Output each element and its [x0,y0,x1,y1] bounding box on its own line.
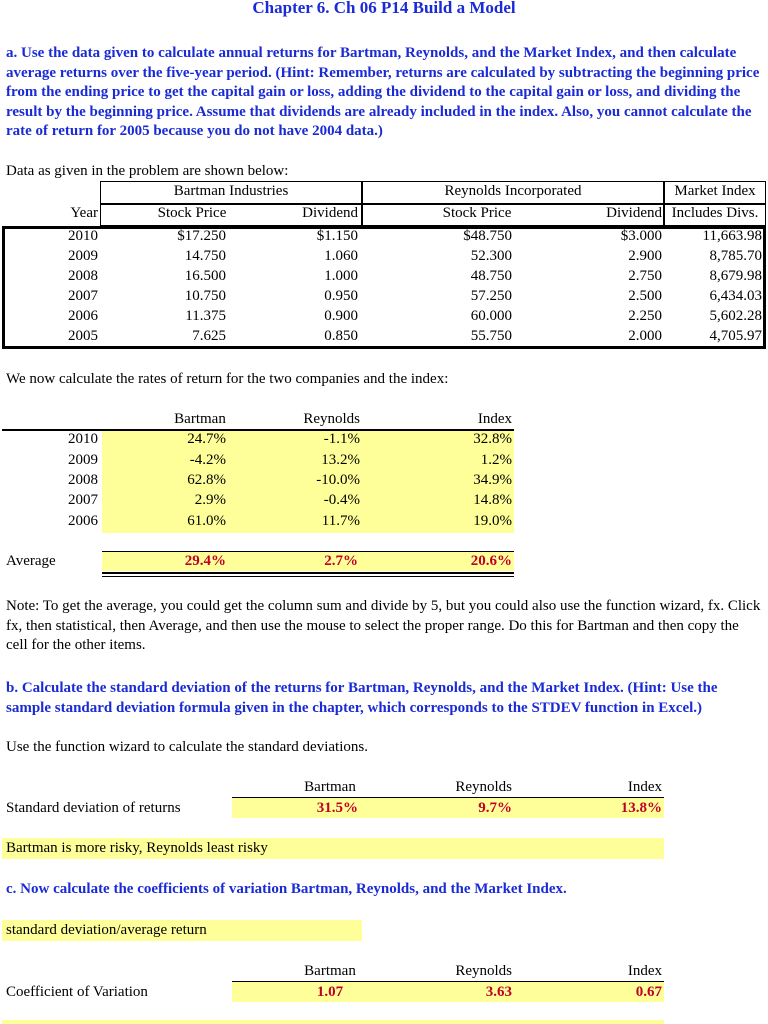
reynolds-price-cell: 48.750 [470,268,512,284]
year-cell: 2006 [68,513,98,529]
reynolds-return-cell: -0.4% [323,492,360,508]
reynolds-return-cell: 13.2% [321,452,360,468]
cv-formula: standard deviation/average return [6,922,207,938]
year-cell: 2008 [68,268,98,284]
page-title: Chapter 6. Ch 06 P14 Build a Model [252,0,516,17]
index-std-dev: 13.8% [620,800,662,816]
returns-intro: We now calculate the rates of return for the two companies and the index: [6,371,449,387]
col-header-bartman-dividend: Dividend [302,205,358,221]
year-cell: 2010 [68,228,98,244]
bartman-dividend-cell: 0.950 [324,288,358,304]
bartman-price-cell: 14.750 [184,248,226,264]
bartman-price-cell: 7.625 [192,328,226,344]
reynolds-price-cell: 57.250 [470,288,512,304]
year-cell: 2006 [68,308,98,324]
reynolds-dividend-cell: 2.000 [628,328,662,344]
risk-conclusion: Bartman is more risky, Reynolds least risky [6,840,268,856]
reynolds-cv: 3.63 [485,984,512,1000]
index-average: 20.6% [470,553,512,569]
year-cell: 2007 [68,492,98,508]
index-cell: 6,434.03 [709,288,762,304]
bartman-price-cell: 11.375 [185,308,226,324]
group-header-reynolds: Reynolds Incorporated [444,183,582,199]
cv-header-reynolds: Reynolds [455,963,512,979]
reynolds-average: 2.7% [324,553,358,569]
col-header-year: Year [70,205,98,221]
returns-header-bartman: Bartman [174,411,226,427]
bartman-return-cell: 24.7% [187,431,226,447]
bartman-price-cell: $17.250 [177,228,226,244]
std-header-index: Index [627,779,662,795]
year-cell: 2009 [68,248,98,264]
index-return-cell: 19.0% [473,513,512,529]
part-a-question: a. Use the data given to calculate annual returns for Bartman, Reynolds, and the Market Index, and then calculate average returns over the five-year period. (Hint: Remember, returns are calculated by subtracting the beginning price from the ending price to get the capital gain or loss, adding the dividend to the capital gain or loss, and dividing the result by the beginning price. Assume that dividends are already included in the index. Also, you cannot calculate the rate of return for 2005 because you do not have 2004 data.) [6,45,760,139]
bartman-dividend-cell: 1.060 [324,248,358,264]
bartman-price-cell: 16.500 [184,268,226,284]
reynolds-dividend-cell: 2.900 [628,248,662,264]
reynolds-price-cell: 52.300 [470,248,512,264]
index-cell: 5,602.28 [709,308,762,324]
index-return-cell: 14.8% [473,492,512,508]
reynolds-return-cell: -1.1% [323,431,360,447]
part-b-question: b. Calculate the standard deviation of the returns for Bartman, Reynolds, and the Market Index. (Hint: Use the sample standard deviation formula given in the chapter, which corresponds to the STDEV function in Excel.) [6,680,718,716]
reynolds-dividend-cell: 2.750 [628,268,662,284]
cv-header-bartman: Bartman [304,963,356,979]
average-double-rule-2 [102,576,514,577]
returns-header-index: Index [477,411,512,427]
reynolds-return-cell: -10.0% [316,472,360,488]
std-row-label: Standard deviation of returns [6,800,181,816]
col-header-bartman-price: Stock Price [157,205,227,221]
year-cell: 2008 [68,472,98,488]
std-header-reynolds: Reynolds [455,779,512,795]
bartman-dividend-cell: 0.850 [324,328,358,344]
index-cell: 11,663.98 [702,228,762,244]
year-cell: 2007 [68,288,98,304]
year-cell: 2009 [68,452,98,468]
data-intro: Data as given in the problem are shown below: [6,163,289,179]
year-cell: 2010 [68,431,98,447]
bartman-return-cell: 2.9% [194,492,226,508]
index-return-cell: 34.9% [473,472,512,488]
col-header-index: Includes Divs. [671,205,759,221]
std-header-bartman: Bartman [304,779,356,795]
average-label: Average [6,553,56,569]
reynolds-price-cell: $48.750 [463,228,512,244]
col-header-reynolds-dividend: Dividend [606,205,662,221]
bartman-dividend-cell: 0.900 [324,308,358,324]
reynolds-std-dev: 9.7% [478,800,512,816]
reynolds-dividend-cell: $3.000 [620,228,662,244]
reynolds-dividend-cell: 2.250 [628,308,662,324]
cv-row-label: Coefficient of Variation [6,984,148,1000]
bartman-average: 29.4% [184,553,226,569]
reynolds-dividend-cell: 2.500 [628,288,662,304]
reynolds-price-cell: 60.000 [470,308,512,324]
index-return-cell: 1.2% [480,452,512,468]
index-cell: 4,705.97 [709,328,762,344]
reynolds-return-cell: 11.7% [321,513,360,529]
index-return-cell: 32.8% [473,431,512,447]
bartman-price-cell: 10.750 [184,288,226,304]
group-header-bartman: Bartman Industries [173,183,289,199]
bartman-std-dev: 31.5% [316,800,358,816]
reynolds-price-cell: 55.750 [470,328,512,344]
col-header-reynolds-price: Stock Price [442,205,512,221]
bartman-cv: 1.07 [316,984,344,1000]
cv-header-index: Index [627,963,662,979]
average-note: Note: To get the average, you could get the column sum and divide by 5, but you could also use the function wizard, fx. Click fx, then statistical, then Average, and then use the mouse to select the proper range. Do this for Bartman and then copy the cell for the other items. [6,598,761,653]
bartman-dividend-cell: $1.150 [316,228,358,244]
bartman-return-cell: 62.8% [187,472,226,488]
index-cell: 8,679.98 [709,268,762,284]
returns-header-reynolds: Reynolds [303,411,360,427]
index-cv: 0.67 [635,984,662,1000]
bartman-return-cell: 61.0% [187,513,226,529]
bartman-return-cell: -4.2% [189,452,226,468]
bottom-highlight [2,1020,664,1024]
year-cell: 2005 [68,328,98,344]
group-header-index: Market Index [674,183,756,199]
average-double-rule-1 [102,572,514,574]
index-cell: 8,785.70 [709,248,762,264]
bartman-dividend-cell: 1.000 [324,268,358,284]
part-c-question: c. Now calculate the coefficients of variation Bartman, Reynolds, and the Market Index. [6,881,567,897]
part-b-intro: Use the function wizard to calculate the standard deviations. [6,739,368,755]
